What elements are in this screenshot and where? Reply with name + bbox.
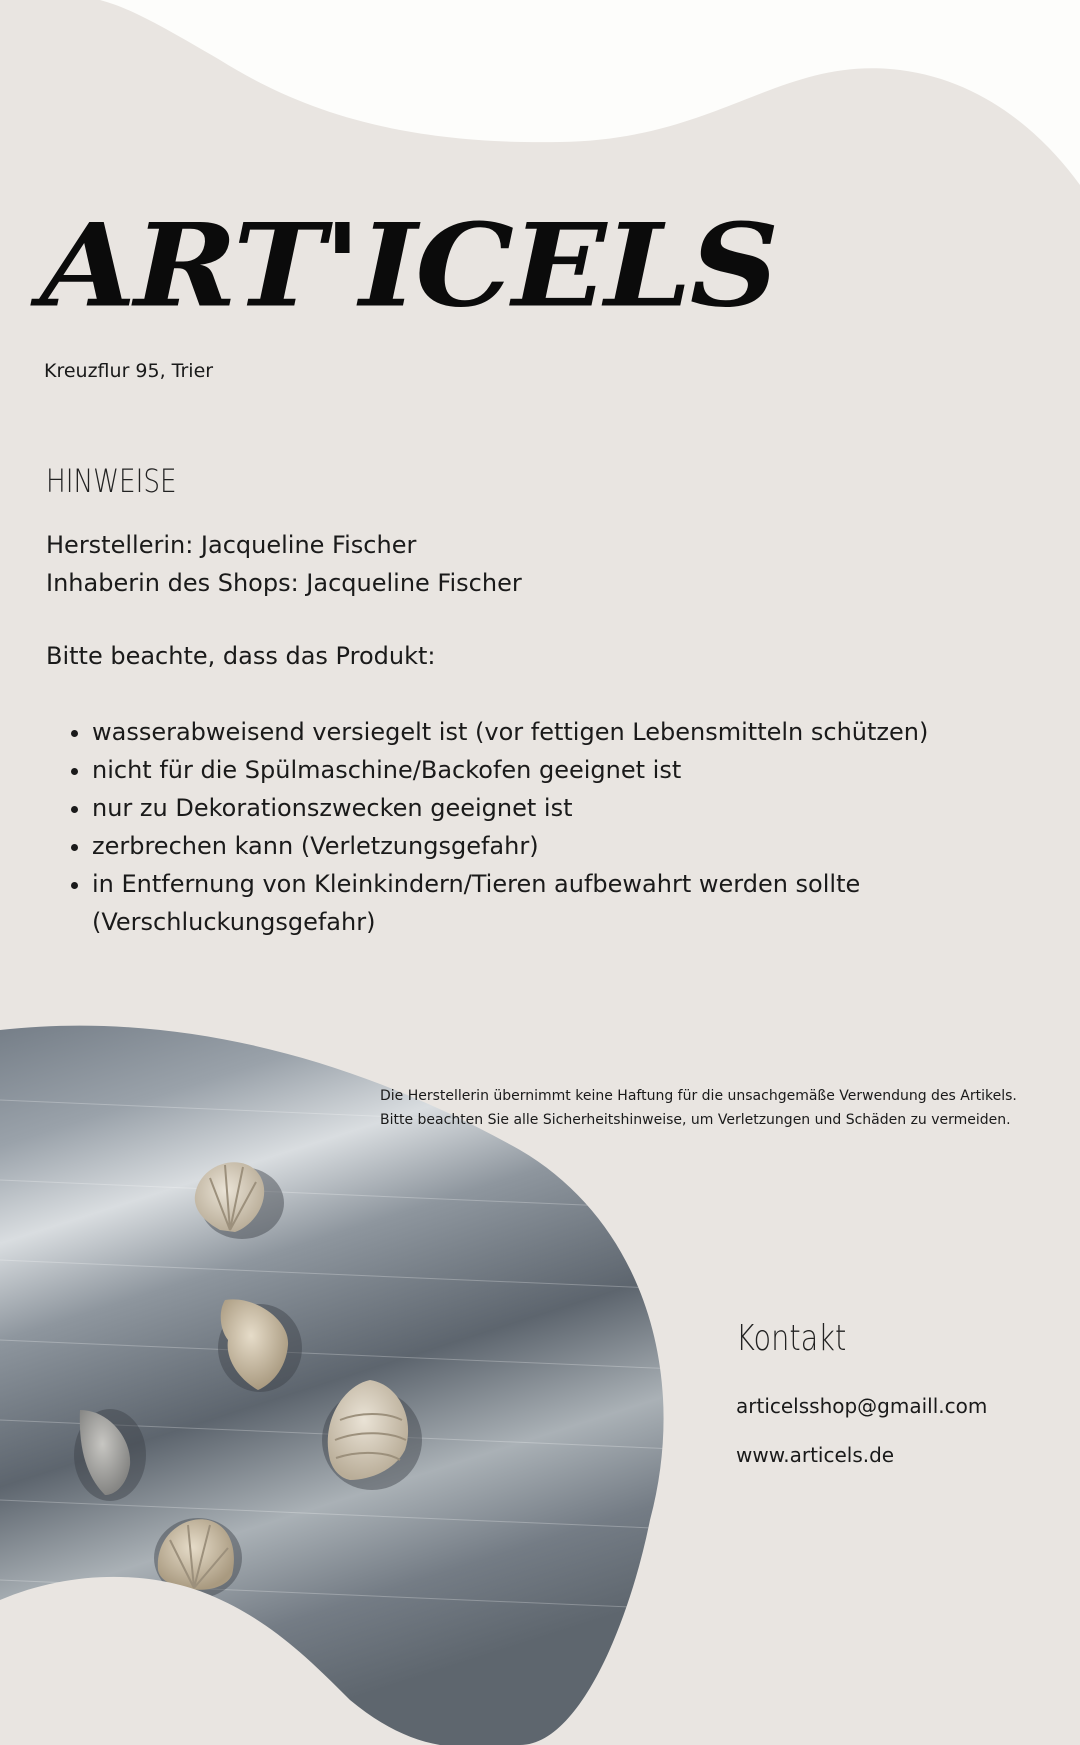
disclaimer-line: Die Herstellerin übernimmt keine Haftung für die unsachgemäße Verwendung des Artikels. [380, 1088, 1017, 1104]
list-item: • wasserabweisend versiegelt ist (vor fettigen Lebensmitteln schützen) [92, 713, 992, 751]
contact-heading: Kontakt [736, 1318, 847, 1359]
brand-logo: ART'ICELS [40, 199, 778, 334]
notes-heading: HINWEISE [46, 462, 177, 500]
maker-info [46, 526, 522, 602]
manufacturer-line: Herstellerin: Jacqueline Fischer [46, 531, 417, 559]
notes-list [46, 713, 992, 941]
shop-address: Kreuzflur 95, Trier [44, 360, 214, 382]
disclaimer-line: Bitte beachten Sie alle Sicherheitshinweise, um Verletzungen und Schäden zu vermeiden. [380, 1112, 1011, 1128]
list-item: • zerbrechen kann (Verletzungsgefahr) [92, 827, 992, 865]
list-item: • in Entfernung von Kleinkindern/Tieren aufbewahrt werden sollte (Verschluckungsgefahr) [92, 865, 992, 941]
top-blob [0, 0, 1080, 185]
list-item: • nur zu Dekorationszwecken geeignet ist [92, 789, 992, 827]
notes-intro: Bitte beachte, dass das Produkt: [46, 642, 436, 670]
owner-line: Inhaberin des Shops: Jacqueline Fischer [46, 569, 522, 597]
contact-email[interactable]: articelsshop@gmaill.com [736, 1394, 988, 1418]
disclaimer [380, 1084, 1040, 1132]
list-item: • nicht für die Spülmaschine/Backofen geeignet ist [92, 751, 992, 789]
contact-website[interactable]: www.articels.de [736, 1443, 895, 1467]
